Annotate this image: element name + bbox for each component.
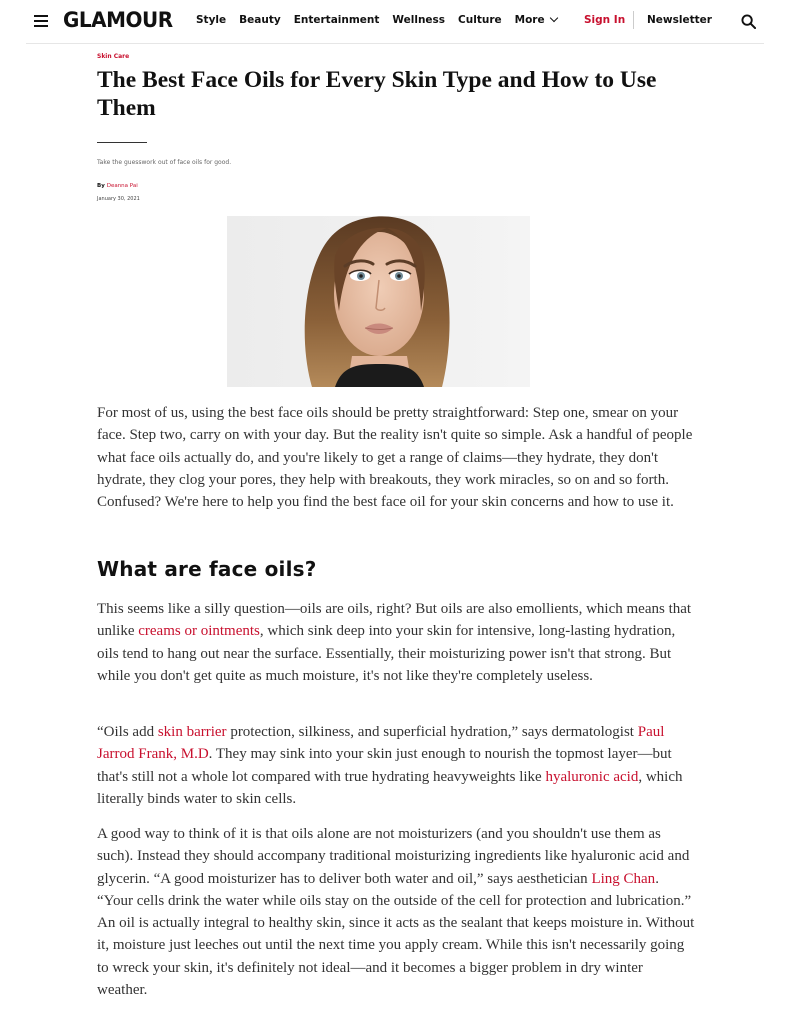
nav-item-style[interactable]: Style xyxy=(196,14,227,26)
nav-item-beauty[interactable]: Beauty xyxy=(239,14,281,26)
article-title: The Best Face Oils for Every Skin Type and How to Use Them xyxy=(97,67,657,121)
publish-date: January 30, 2021 xyxy=(97,196,140,202)
nav-item-entertainment[interactable]: Entertainment xyxy=(293,14,380,26)
paragraph-text: . They may sink into your skin just enough to nourish the topmost layer—but that's still not a whole lot compared with true hydrating heavyweights like xyxy=(97,746,672,785)
paragraph-text: . “Your cells drink the water while oils stay on the outside of the cell for protection and lubrication.” An oil is actually integral to healthy skin, since it acts as the sealant that keeps moisture in. Without it, moisture just leeches out until the next time you apply cream. While this isn't necessarily going to wreck your skin, it's definitely not ideal—and it becomes a bigger problem in dry winter weather. xyxy=(97,870,695,999)
hero-image xyxy=(227,216,530,387)
dermatologist-link[interactable]: Paul Jarrod Frank, M.D xyxy=(97,724,665,763)
nav-item-more[interactable] xyxy=(515,14,557,26)
nav-item-culture[interactable]: Culture xyxy=(458,14,502,26)
article-paragraph-1: For most of us, using the best face oils should be pretty straightforward: Step one, smear on your face. Step two, carry on with your day. But the reality isn't quite so simple. Ask a handful of people what face oils actually do, and you're likely to get a range of claims—they hydrate, they don't hydrate, they clog your pores, they help with breakouts, they work miracles, so on and so forth. Confused? We're here to help you find the best face oil for your skin concerns and how to use it. xyxy=(97,405,693,511)
section-heading: What are face oils? xyxy=(97,557,317,581)
byline xyxy=(97,183,138,189)
byline-prefix: By xyxy=(97,183,105,189)
search-icon[interactable] xyxy=(741,14,756,29)
paragraph-text: , which sink deep into your skin for intensive, long-lasting hydration, oils tend to hang out near the surface. Essentially, their moisturizing power isn't that strong. But while you don't get quite as much moisture, it's not like they're completely useless. xyxy=(97,623,676,684)
sign-in-link[interactable]: Sign In xyxy=(584,14,626,26)
chevron-down-icon xyxy=(549,14,557,22)
site-logo[interactable]: GLAMOUR xyxy=(63,8,173,32)
header-divider xyxy=(633,11,634,29)
creams-link[interactable]: creams or ointments xyxy=(138,623,260,640)
site-header xyxy=(0,0,791,44)
title-divider xyxy=(97,142,147,143)
paragraph-text: “Oils add xyxy=(97,724,158,740)
author-link[interactable]: Deanna Pai xyxy=(106,183,138,189)
header-rule xyxy=(26,43,764,44)
hamburger-menu-icon[interactable] xyxy=(34,15,48,27)
portrait-illustration xyxy=(227,216,530,387)
article-paragraph-3 xyxy=(97,721,697,810)
nav-item-wellness[interactable]: Wellness xyxy=(392,14,446,26)
category-link[interactable]: Skin Care xyxy=(97,53,130,60)
hyaluronic-acid-link[interactable]: hyaluronic acid xyxy=(545,768,639,785)
article-paragraph-4 xyxy=(97,823,697,1001)
skin-barrier-link[interactable]: skin barrier xyxy=(157,724,227,740)
paragraph-text: protection, silkiness, and superficial hydration,” says dermatologist xyxy=(226,724,638,740)
article-paragraph-2 xyxy=(97,598,697,687)
paragraph-text: A good way to think of it is that oils alone are not moisturizers (and you shouldn't use them as such). Instead they should accompany traditional moisturizing ingredients like hyaluronic acid and glycerin. “A good moisturizer has to deliver both water and oil,” says aesthetician xyxy=(97,826,690,887)
main-nav xyxy=(196,14,570,26)
newsletter-link[interactable]: Newsletter xyxy=(647,14,712,26)
paragraph-text: , which literally binds water to skin cells. xyxy=(97,768,683,807)
nav-more-label: More xyxy=(514,14,545,26)
aesthetician-link[interactable]: Ling Chan xyxy=(591,870,656,887)
article-dek: Take the guesswork out of face oils for good. xyxy=(97,159,232,166)
paragraph-text: This seems like a silly question—oils are oils, right? But oils are also emollients, which means that unlike xyxy=(97,601,692,640)
